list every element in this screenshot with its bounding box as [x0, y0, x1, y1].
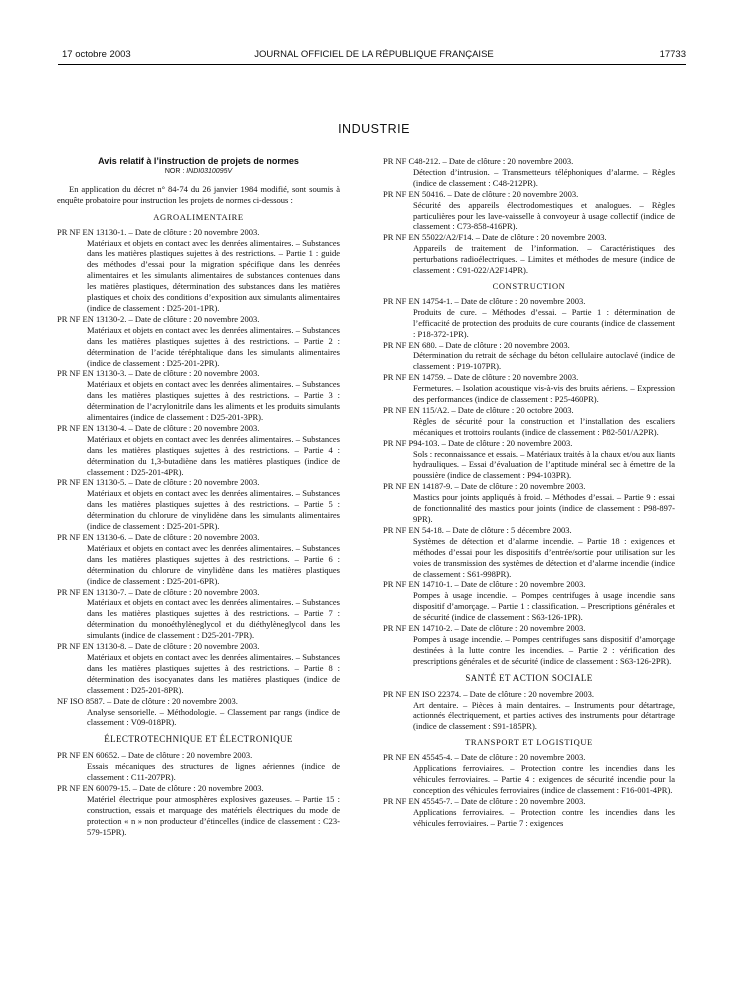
norm-entry [383, 372, 675, 405]
entry-header: PR NF EN 60652. – Date de clôture : 20 novembre 2003. [57, 750, 253, 761]
right-column [383, 156, 675, 828]
entry-description: Analyse sensorielle. – Méthodologie. – Classement par rangs (indice de classement : V09-018PR). [87, 706, 340, 728]
norm-entry [57, 587, 340, 642]
category-heading: ÉLECTROTECHNIQUE ET ÉLECTRONIQUE [104, 734, 293, 745]
entry-description: Mastics pour joints appliqués à froid. – Méthodes d’essai. – Partie 9 : essai de fonctionnalité des mastics pour joints (indice de classement : P98-897-9PR). [413, 492, 675, 524]
nor-code: INDI0310095V [186, 168, 233, 175]
norm-entry [383, 525, 675, 580]
category-heading: SANTÉ ET ACTION SOCIALE [465, 672, 593, 683]
norm-entry [57, 314, 340, 369]
page-header [0, 49, 748, 65]
entry-header: PR NF EN 13130-6. – Date de clôture : 20 novembre 2003. [57, 532, 260, 542]
entry-description: Matériaux et objets en contact avec les denrées alimentaires. – Substances dans les matières plastiques sujettes à des restrictions. – Partie 4 : détermination du 1,3-butadiène dans les matières plastiques (indice de classement : D25-201-4PR). [87, 433, 340, 477]
entry-header: PR NF EN 13130-8. – Date de clôture : 20 novembre 2003. [57, 641, 260, 652]
category-heading: CONSTRUCTION [492, 280, 566, 291]
entry-header: PR NF EN 14754-1. – Date de clôture : 20 novembre 2003. [383, 295, 586, 306]
entry-header: PR NF EN 54-18. – Date de clôture : 5 décembre 2003. [383, 524, 572, 535]
entry-header: PR NF EN 14187-9. – Date de clôture : 20 novembre 2003. [383, 481, 586, 492]
entry-header: PR NF EN ISO 22374. – Date de clôture : 20 novembre 2003. [383, 688, 595, 699]
intro-paragraph: En application du décret n° 84-74 du 26 janvier 1984 modifié, sont soumis à enquête probatoire pour instruction les projets de normes ci-dessous : [57, 183, 340, 205]
norm-entry [383, 579, 675, 623]
entry-description: Applications ferroviaires. – Protection contre les incendies dans les véhicules ferroviaires. – Partie 4 : exigences de sécurité incendie pour la conception des véhicules ferroviaires (indice de classement : F16-001-4PR). [413, 763, 675, 795]
entry-description: Matériel électrique pour atmosphères explosives gazeuses. – Partie 15 : construction, essais et marquage des matériels électriques du mode de protection « n » non producteur d’étincelles (indice de classement : C23-579-15PR). [87, 793, 340, 837]
entry-header: PR NF EN 13130-2. – Date de clôture : 20 novembre 2003. [57, 313, 260, 324]
entry-header: PR NF EN 55022/A2/F14. – Date de clôture : 20 novembre 2003. [383, 232, 607, 243]
entry-description: Applications ferroviaires. – Protection contre les incendies dans les véhicules ferroviaires. – Partie 7 : exigences [413, 806, 675, 828]
norm-entry [383, 405, 675, 438]
entry-header: PR NF EN 115/A2. – Date de clôture : 20 octobre 2003. [383, 404, 574, 415]
section-title: INDUSTRIE [338, 122, 410, 136]
norm-entry [383, 340, 675, 373]
norm-entry [383, 752, 675, 796]
norm-entry [57, 423, 340, 478]
entry-header: PR NF EN 45545-7. – Date de clôture : 20 novembre 2003. [383, 795, 586, 806]
entry-description: Appareils de traitement de l’information. – Caractéristiques des perturbations radioélectriques. – Limites et méthodes de mesure (indice de classement : C91-022/A2F14PR). [413, 243, 675, 276]
norm-entry [383, 623, 675, 667]
header-rule [58, 64, 686, 65]
entry-description: Matériaux et objets en contact avec les denrées alimentaires. – Substances dans les matières plastiques sujettes à des restrictions. – Partie 1 : guide des méthodes d’essai pour la migration spécifique dans les denrées alimentaires et les simulants alimentaires de substances contenues dans les matières plastiques, détermination des substances dans les matières plastiques et choix des conditions d’exposition aux simulants alimentaires (indice de classement : D25-201-1PR). [87, 237, 340, 313]
entry-description: Matériaux et objets en contact avec les denrées alimentaires. – Substances dans les matières plastiques sujettes à des restrictions. – Partie 3 : détermination de l’acrylonitrile dans les aliments et les produits simulants alimentaires (indice de classement : D25-201-3PR). [87, 379, 340, 423]
entry-header: PR NF P94-103. – Date de clôture : 20 novembre 2003. [383, 437, 573, 448]
norm-entry [57, 368, 340, 423]
entry-description: Sols : reconnaissance et essais. – Matériaux traités à la chaux et/ou aux liants hydrauliques. – Essai d’évaluation de l’aptitude minéral sec à émettre de la poussière (indice de classement : P94-103PR). [413, 448, 676, 481]
norm-entry [383, 189, 675, 233]
entry-description: Essais mécaniques des structures de lignes aériennes (indice de classement : C11-207PR). [87, 761, 340, 783]
entry-description: Pompes à usage incendie. – Pompes centrifuges à usage incendie sans dispositif d’amorçage. – Partie 1 : classification. – Prescriptions générales et de sécurité (indice de classement : S63-126-1PR). [413, 590, 675, 623]
category-heading: TRANSPORT ET LOGISTIQUE [465, 737, 593, 748]
entry-description: Produits de cure. – Méthodes d’essai. – Partie 1 : détermination de l’efficacité de protection des produits de cure courants (indice de classement : P18-372-1PR). [413, 306, 675, 339]
entry-header: PR NF EN 13130-1. – Date de clôture : 20 novembre 2003. [57, 226, 260, 237]
norm-entry [383, 796, 675, 829]
entry-header: PR NF EN 45545-4. – Date de clôture : 20 novembre 2003. [383, 752, 586, 763]
norm-entry [57, 477, 340, 532]
entry-header: PR NF EN 680. – Date de clôture : 20 novembre 2003. [383, 339, 570, 350]
norm-entry [383, 232, 675, 276]
entry-description: Matériaux et objets en contact avec les denrées alimentaires. – Substances dans les matières plastiques sujettes à des restrictions. – Partie 2 : détermination de l’acide téréphtalique dans les simulants alimentaires (indice de classement : D25-201-2PR). [87, 324, 340, 368]
entry-description: Fermetures. – Isolation acoustique vis-à-vis des bruits aériens. – Expression des performances (indice de classement : P25-460PR). [413, 383, 675, 405]
header-page-number: 17733 [659, 49, 686, 60]
norm-entry [57, 750, 340, 783]
entry-description: Matériaux et objets en contact avec les denrées alimentaires. – Substances dans les matières plastiques sujettes à des restrictions. – Partie 6 : détermination du chlorure de vinylidène dans les matières plastiques (indice de classement : D25-201-6PR). [87, 542, 340, 586]
avis-title: Avis relatif à l’instruction de projets de normes [98, 156, 299, 166]
entry-description: Systèmes de détection et d’alarme incendie. – Partie 18 : exigences et méthodes d’essai pour les dispositifs d’entrée/sortie pour utilisation sur les voies de transmission des systèmes de détection et d’alarme incendie (indice de classement : S61-998PR). [413, 535, 675, 579]
entry-description: Matériaux et objets en contact avec les denrées alimentaires. – Substances dans les matières plastiques sujettes à des restrictions. – Partie 5 : détermination du chlorure de vinylidène dans les simulants alimentaires (indice de classement : D25-201-5PR). [87, 488, 340, 532]
entry-description: Matériaux et objets en contact avec les denrées alimentaires. – Substances dans les matières plastiques sujettes à des restrictions. – Partie 7 : détermination du monoéthylèneglycol et du diéthylèneglycol dans les simulants (indice de classement : D25-201-7PR). [87, 597, 340, 641]
left-column [57, 156, 340, 837]
entry-header: PR NF EN 50416. – Date de clôture : 20 novembre 2003. [383, 188, 579, 199]
entry-header: PR NF EN 13130-5. – Date de clôture : 20 novembre 2003. [57, 477, 260, 488]
entry-description: Pompes à usage incendie. – Pompes centrifuges sans dispositif d’amorçage destinées à la lutte contre les incendies. – Partie 2 : vérification des prescriptions générales et de sécurité (indice de classement : S63-126-2PR). [413, 633, 675, 666]
entry-header: PR NF C48-212. – Date de clôture : 20 novembre 2003. [383, 156, 574, 166]
norm-entry [57, 532, 340, 587]
norm-entry [383, 156, 675, 189]
norm-entry [383, 481, 675, 525]
entry-header: PR NF EN 14710-1. – Date de clôture : 20 novembre 2003. [383, 579, 586, 590]
norm-entry [383, 689, 675, 733]
norm-entry [57, 227, 340, 314]
entry-header: NF ISO 8587. – Date de clôture : 20 novembre 2003. [57, 695, 238, 706]
entry-description: Détermination du retrait de séchage du béton cellulaire autoclavé (indice de classement : P19-107PR). [413, 350, 675, 372]
nor-label: NOR : [164, 168, 185, 175]
entry-description: Règles de sécurité pour la construction et l’installation des escaliers mécaniques et trottoirs roulants (indice de classement : P82-501/A2PR). [413, 415, 675, 437]
header-date: 17 octobre 2003 [62, 49, 131, 60]
entry-header: PR NF EN 60079-15. – Date de clôture : 20 novembre 2003. [57, 782, 264, 793]
category-heading: AGROALIMENTAIRE [153, 211, 244, 222]
entry-header: PR NF EN 13130-3. – Date de clôture : 20 novembre 2003. [57, 368, 260, 379]
norm-entry [57, 783, 340, 838]
entry-header: PR NF EN 14710-2. – Date de clôture : 20 novembre 2003. [383, 623, 586, 634]
entry-description: Art dentaire. – Pièces à main dentaires. – Instruments pour détartrage, actionnés électriquement, et parties actives des instruments pour détartrage (indice de classement : S91-185PR). [413, 699, 675, 732]
entry-header: PR NF EN 13130-4. – Date de clôture : 20 novembre 2003. [57, 422, 260, 433]
nor-reference [57, 167, 340, 178]
norm-entry [57, 641, 340, 696]
norm-entry [57, 696, 340, 729]
entry-header: PR NF EN 14759. – Date de clôture : 20 novembre 2003. [383, 372, 579, 383]
header-journal-title: JOURNAL OFFICIEL DE LA RÉPUBLIQUE FRANÇAISE [254, 49, 494, 60]
entry-description: Détection d’intrusion. – Transmetteurs téléphoniques d’alarme. – Règles (indice de classement : C48-212PR). [413, 166, 675, 188]
entry-description: Sécurité des appareils électrodomestiques et analogues. – Règles particulières pour les lave-vaisselle à convoyeur à usage collectif (indice de classement : C73-858-416PR). [413, 199, 675, 232]
entry-header: PR NF EN 13130-7. – Date de clôture : 20 novembre 2003. [57, 586, 260, 597]
entry-description: Matériaux et objets en contact avec les denrées alimentaires. – Substances dans les matières plastiques sujettes à des restrictions. – Partie 8 : détermination des isocyanates dans les matières plastiques (indice de classement : D25-201-8PR). [87, 651, 340, 695]
norm-entry [383, 296, 675, 340]
norm-entry [383, 438, 675, 482]
